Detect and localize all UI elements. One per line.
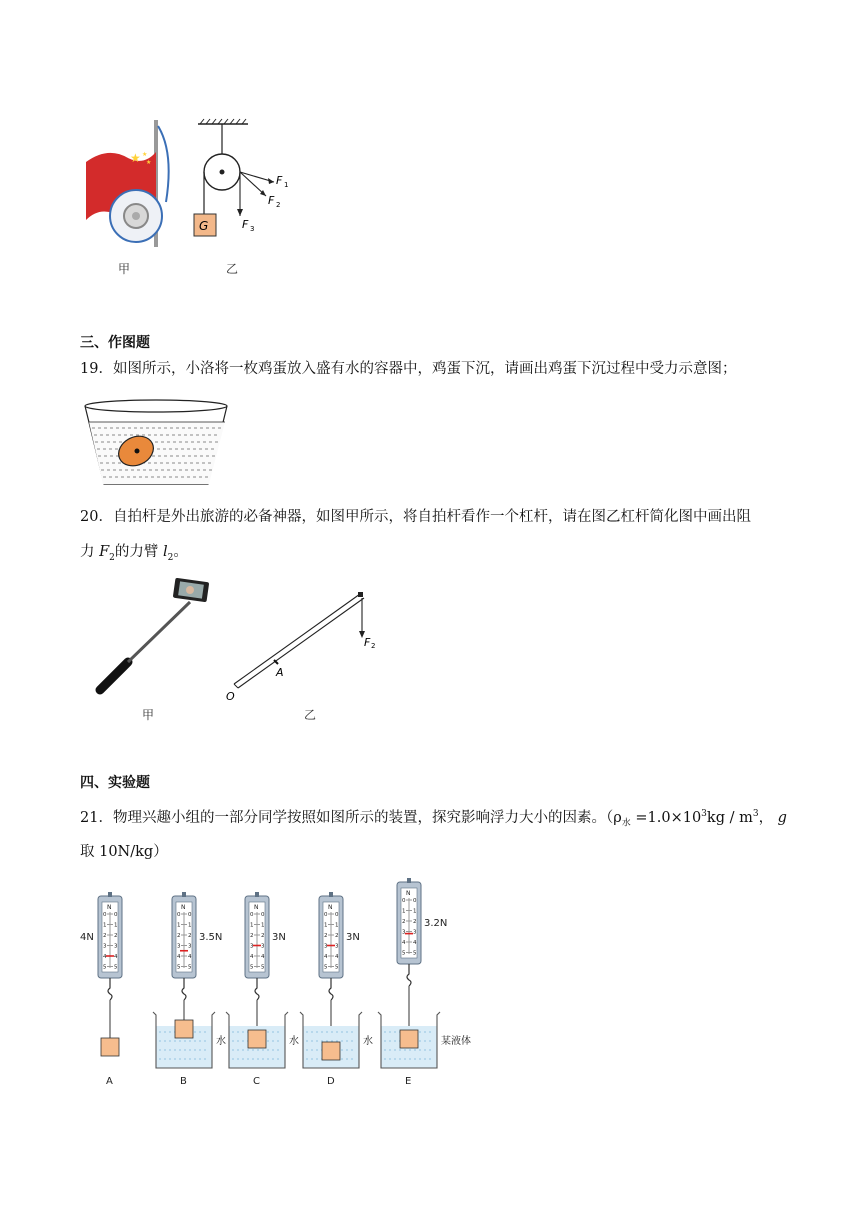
scale-tick-label: 1 xyxy=(402,908,406,915)
scale-tick-label: 5 xyxy=(103,964,107,971)
svg-text:F: F xyxy=(242,218,249,231)
scale-tick-label: 2 xyxy=(114,933,118,939)
scale-tick-label: 3 xyxy=(250,943,254,950)
section-title-4: 四、实验题 xyxy=(80,775,150,791)
scale-unit: N xyxy=(328,904,333,911)
scale-tick-label: 3 xyxy=(188,943,192,950)
block xyxy=(175,1020,193,1038)
question-21-line1: 21．物理兴趣小组的一部分同学按照如图所示的装置，探究影响浮力大小的因素。（$\rho_水 =1.0\times 10^3kg / m^3$， g xyxy=(80,809,787,829)
scale-tick-label: 1 xyxy=(103,922,107,929)
scale-tick-label: 3 xyxy=(103,943,107,950)
scale-reading: 4N xyxy=(80,932,94,943)
scale-tick-label: 3 xyxy=(261,943,265,950)
scale-tick-label: 4 xyxy=(177,954,181,960)
scale-tick-label: 1 xyxy=(335,922,339,929)
question-20-line2: 力 $F_2$的力臂 $l_2$。 xyxy=(80,544,188,563)
scale-tick-label: 0 xyxy=(114,912,118,918)
scale-hook xyxy=(407,964,411,986)
figure-q21 xyxy=(76,878,476,1088)
block xyxy=(322,1042,340,1060)
scale-hook xyxy=(108,978,112,1000)
scale-reading: 3N xyxy=(272,932,286,943)
svg-text:F: F xyxy=(268,194,275,207)
figure-q18 xyxy=(78,112,318,282)
scale-tick-label: 4 xyxy=(413,940,417,946)
question-21-line2: 取 10N/kg） xyxy=(80,844,168,860)
scale-tick-label: 4 xyxy=(103,954,107,960)
scale-tick-label: 2 xyxy=(402,919,406,925)
liquid-label: 水 xyxy=(216,1036,226,1047)
scale-tick-label: 2 xyxy=(324,933,328,939)
scale-unit: N xyxy=(181,904,186,911)
setup-label: E xyxy=(405,1076,412,1087)
scale-tick-label: 5 xyxy=(114,964,118,971)
scale-tick-label: 0 xyxy=(177,912,181,918)
caption-jia: 甲 xyxy=(142,708,155,722)
setup-label: B xyxy=(180,1076,187,1087)
scale-tick-label: 1 xyxy=(250,922,254,929)
scale-tick-label: 0 xyxy=(250,912,254,918)
question-20-line1: 20．自拍杆是外出旅游的必备神器，如图甲所示，将自拍杆看作一个杠杆，请在图乙杠杆简化图中画出阻 xyxy=(80,509,751,525)
scale-tick-label: 1 xyxy=(413,908,417,915)
scale-tick-label: 3 xyxy=(335,943,339,950)
scale-tick-label: 5 xyxy=(402,950,406,957)
caption-yi: 乙 xyxy=(304,708,317,722)
scale-reading: 3N xyxy=(346,932,360,943)
svg-text:★: ★ xyxy=(130,151,141,165)
scale-tick-label: 4 xyxy=(114,954,118,960)
scale-tick-label: 1 xyxy=(114,922,118,929)
block xyxy=(400,1030,418,1048)
scale-tick-label: 2 xyxy=(103,933,107,939)
scale-tick-label: 4 xyxy=(188,954,192,960)
scale-tick-label: 0 xyxy=(261,912,265,918)
figure-q20 xyxy=(86,574,386,724)
svg-text:★: ★ xyxy=(142,151,148,158)
svg-text:F: F xyxy=(364,636,371,649)
block xyxy=(101,1038,119,1056)
section-title-3: 三、作图题 xyxy=(80,335,150,351)
scale-tick-label: 3 xyxy=(413,929,417,936)
scale-tick-label: 2 xyxy=(177,933,181,939)
scale-tick-label: 2 xyxy=(335,933,339,939)
block xyxy=(248,1030,266,1048)
scale-tick-label: 2 xyxy=(413,919,417,925)
scale-tick-label: 5 xyxy=(261,964,265,971)
scale-tick-label: 0 xyxy=(335,912,339,918)
svg-text:2: 2 xyxy=(276,201,281,209)
selfie-stick-diagram xyxy=(86,574,386,724)
egg-in-water-diagram xyxy=(82,398,232,490)
caption-jia: 甲 xyxy=(118,262,131,276)
scale-tick-label: 4 xyxy=(261,954,265,960)
flag-pulley-diagram xyxy=(78,112,318,282)
scale-tick-label: 4 xyxy=(402,940,406,946)
figure-q19 xyxy=(82,398,232,490)
caption-yi: 乙 xyxy=(226,262,239,276)
svg-text:O: O xyxy=(226,690,235,703)
scale-tick-label: 0 xyxy=(324,912,328,918)
svg-text:F: F xyxy=(276,174,283,187)
scale-tick-label: 0 xyxy=(103,912,107,918)
scale-tick-label: 3 xyxy=(402,929,406,936)
scale-tick-label: 5 xyxy=(413,950,417,957)
scale-tick-label: 5 xyxy=(250,964,254,971)
setup-label: A xyxy=(106,1076,113,1087)
scale-tick-label: 3 xyxy=(177,943,181,950)
scale-tick-label: 2 xyxy=(261,933,265,939)
scale-reading: 3.5N xyxy=(199,932,223,943)
scale-tick-label: 5 xyxy=(188,964,192,971)
liquid-label: 水 xyxy=(289,1036,299,1047)
setup-label: C xyxy=(253,1076,260,1087)
scale-reading: 3.2N xyxy=(424,918,448,929)
question-19-text: 19．如图所示，小洛将一枚鸡蛋放入盛有水的容器中，鸡蛋下沉，请画出鸡蛋下沉过程中受力示意图； xyxy=(80,361,737,377)
liquid-label: 某液体 xyxy=(441,1036,471,1047)
scale-hook xyxy=(329,978,333,1000)
scale-tick-label: 1 xyxy=(261,922,265,929)
scale-tick-label: 5 xyxy=(324,964,328,971)
scale-tick-label: 0 xyxy=(188,912,192,918)
svg-text:2: 2 xyxy=(371,642,376,650)
spring-scale-experiment xyxy=(76,878,476,1088)
scale-hook xyxy=(182,978,186,1000)
scale-unit: N xyxy=(406,890,411,897)
scale-tick-label: 5 xyxy=(335,964,339,971)
scale-tick-label: 1 xyxy=(324,922,328,929)
scale-unit: N xyxy=(107,904,112,911)
svg-text:A: A xyxy=(276,666,284,679)
scale-tick-label: 2 xyxy=(250,933,254,939)
scale-tick-label: 3 xyxy=(114,943,118,950)
svg-text:G: G xyxy=(199,219,209,233)
liquid-label: 水 xyxy=(363,1036,373,1047)
scale-tick-label: 1 xyxy=(177,922,181,929)
scale-tick-label: 1 xyxy=(188,922,192,929)
scale-tick-label: 0 xyxy=(413,898,417,904)
scale-tick-label: 4 xyxy=(250,954,254,960)
setup-label: D xyxy=(327,1076,335,1087)
scale-hook xyxy=(255,978,259,1000)
svg-text:★: ★ xyxy=(146,159,152,166)
scale-tick-label: 5 xyxy=(177,964,181,971)
scale-tick-label: 3 xyxy=(324,943,328,950)
svg-text:3: 3 xyxy=(250,225,255,233)
scale-tick-label: 4 xyxy=(335,954,339,960)
stick-handle xyxy=(100,662,128,690)
scale-tick-label: 4 xyxy=(324,954,328,960)
scale-tick-label: 0 xyxy=(402,898,406,904)
svg-text:1: 1 xyxy=(284,181,289,189)
scale-tick-label: 2 xyxy=(188,933,192,939)
scale-unit: N xyxy=(254,904,259,911)
